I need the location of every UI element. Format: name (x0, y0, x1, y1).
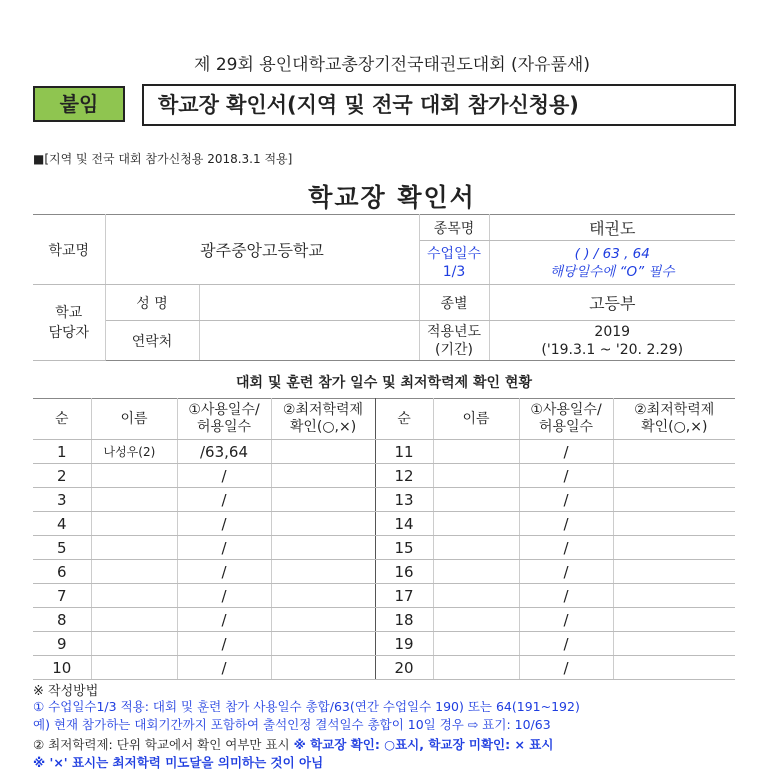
contact-label: 학교 담당자 (33, 285, 105, 361)
row-days: / (177, 560, 271, 584)
method-item-2-legend: ※ 학교장 확인: ○표시, 학교장 미확인: × 표시 (293, 737, 554, 752)
row-check[interactable] (613, 560, 735, 584)
row-number: 12 (375, 464, 433, 488)
row-check[interactable] (613, 656, 735, 680)
row-days: / (519, 536, 613, 560)
header-check: ②최저학력제 확인(○,×) (271, 399, 375, 440)
row-number: 16 (375, 560, 433, 584)
row-number: 18 (375, 608, 433, 632)
row-days: / (519, 560, 613, 584)
row-check[interactable] (613, 512, 735, 536)
row-check[interactable] (613, 440, 735, 464)
row-name[interactable] (433, 560, 519, 584)
applicability-note: ■[지역 및 전국 대회 참가신청용 2018.3.1 적용] (33, 152, 293, 166)
row-number: 5 (33, 536, 91, 560)
row-number: 20 (375, 656, 433, 680)
row-name[interactable] (91, 608, 177, 632)
row-number: 19 (375, 632, 433, 656)
row-days: / (519, 488, 613, 512)
row-check[interactable] (613, 488, 735, 512)
method-item-1: ① 수업일수1/3 적용: 대회 및 훈련 참가 사용일수 총합/63(연간 수업일수 190) 또는 64(191~192) 예) 현재 참가하는 대회기간까지 포함하여 출석인정 결석일수 총합이 10일 경우 ⇨ 표기: 10/63 (33, 699, 580, 732)
row-number: 15 (375, 536, 433, 560)
row-days: / (519, 464, 613, 488)
table-row (33, 632, 735, 656)
header-days: ①사용일수/ 허용일수 (519, 399, 613, 440)
row-days: / (177, 632, 271, 656)
name-label: 성 명 (105, 285, 199, 321)
row-days: /63,64 (177, 440, 271, 464)
row-check[interactable] (613, 632, 735, 656)
row-name[interactable] (433, 656, 519, 680)
table-row (33, 536, 735, 560)
row-days: / (177, 512, 271, 536)
row-days: / (177, 584, 271, 608)
header-no: 순 (375, 399, 433, 440)
row-name[interactable] (91, 512, 177, 536)
row-number: 6 (33, 560, 91, 584)
row-days: / (177, 608, 271, 632)
header-check: ②최저학력제 확인(○,×) (613, 399, 735, 440)
row-days: / (519, 512, 613, 536)
method-item-2-text: ② 최저학력제: 단위 학교에서 확인 여부만 표시 (33, 737, 294, 752)
row-name[interactable]: 나성우(2) (91, 440, 177, 464)
row-check[interactable] (271, 608, 375, 632)
header-name: 이름 (91, 399, 177, 440)
main-title: 학교장 확인서 (308, 183, 476, 212)
table-row (33, 512, 735, 536)
table-row (33, 608, 735, 632)
row-number: 1 (33, 440, 91, 464)
row-name[interactable] (91, 488, 177, 512)
row-check[interactable] (271, 656, 375, 680)
row-check[interactable] (613, 608, 735, 632)
phone-label: 연락처 (105, 321, 199, 361)
row-days: / (177, 488, 271, 512)
row-check[interactable] (271, 536, 375, 560)
row-name[interactable] (433, 584, 519, 608)
row-days: / (519, 656, 613, 680)
name-value[interactable] (199, 285, 419, 321)
row-number: 3 (33, 488, 91, 512)
row-name[interactable] (91, 560, 177, 584)
row-check[interactable] (613, 584, 735, 608)
table-row (33, 440, 735, 464)
row-name[interactable] (433, 632, 519, 656)
row-name[interactable] (433, 512, 519, 536)
row-check[interactable] (271, 488, 375, 512)
row-name[interactable] (433, 440, 519, 464)
row-days: / (177, 464, 271, 488)
row-check[interactable] (271, 584, 375, 608)
row-name[interactable] (91, 536, 177, 560)
phone-value[interactable] (199, 321, 419, 361)
row-name[interactable] (91, 656, 177, 680)
row-check[interactable] (271, 560, 375, 584)
method-title: ※ 작성방법 (33, 684, 99, 699)
row-number: 7 (33, 584, 91, 608)
document-title: 학교장 확인서(지역 및 전국 대회 참가신청용) (142, 84, 736, 126)
row-number: 14 (375, 512, 433, 536)
row-days: / (177, 656, 271, 680)
attachment-badge: 붙임 (33, 86, 125, 122)
table-row (33, 464, 735, 488)
row-check[interactable] (271, 464, 375, 488)
event-value: 태권도 (489, 215, 735, 241)
row-number: 10 (33, 656, 91, 680)
row-check[interactable] (271, 512, 375, 536)
row-check[interactable] (271, 440, 375, 464)
school-name: 광주중앙고등학교 (105, 215, 419, 285)
row-days: / (519, 440, 613, 464)
days-label: 수업일수 1/3 (419, 241, 489, 285)
row-name[interactable] (91, 464, 177, 488)
row-days: / (519, 608, 613, 632)
header-days: ①사용일수/ 허용일수 (177, 399, 271, 440)
participation-table (33, 398, 735, 680)
row-days: / (519, 632, 613, 656)
row-name[interactable] (91, 584, 177, 608)
row-check[interactable] (271, 632, 375, 656)
event-label: 종목명 (419, 215, 489, 241)
school-label: 학교명 (33, 215, 105, 285)
year-value: 2019 ('19.3.1 ~ '20. 2.29) (489, 321, 735, 361)
row-number: 8 (33, 608, 91, 632)
row-days: / (177, 536, 271, 560)
days-value: ( ) / 63 , 64 해당일수에 “O” 필수 (489, 241, 735, 285)
row-number: 11 (375, 440, 433, 464)
header-name: 이름 (433, 399, 519, 440)
table-row (33, 560, 735, 584)
row-days: / (519, 584, 613, 608)
year-label: 적용년도 (기간) (419, 321, 489, 361)
method-item-2 (33, 736, 753, 772)
row-number: 4 (33, 512, 91, 536)
row-check[interactable] (613, 536, 735, 560)
row-number: 13 (375, 488, 433, 512)
row-number: 2 (33, 464, 91, 488)
category-value: 고등부 (489, 285, 735, 321)
row-name[interactable] (433, 536, 519, 560)
table-row (33, 488, 735, 512)
row-name[interactable] (433, 464, 519, 488)
row-name[interactable] (91, 632, 177, 656)
row-number: 17 (375, 584, 433, 608)
table-row (33, 656, 735, 680)
row-check[interactable] (613, 464, 735, 488)
table-row (33, 584, 735, 608)
row-number: 9 (33, 632, 91, 656)
header-no: 순 (33, 399, 91, 440)
info-table (33, 214, 735, 361)
method-item-2-note: ※ '×' 표시는 최저학력 미도달을 의미하는 것이 아님 (33, 755, 324, 770)
status-title: 대회 및 훈련 참가 일수 및 최저학력제 확인 현황 (236, 375, 532, 391)
category-label: 종별 (419, 285, 489, 321)
event-title: 제 29회 용인대학교총장기전국태권도대회 (자유품새) (194, 55, 590, 75)
row-name[interactable] (433, 488, 519, 512)
row-name[interactable] (433, 608, 519, 632)
